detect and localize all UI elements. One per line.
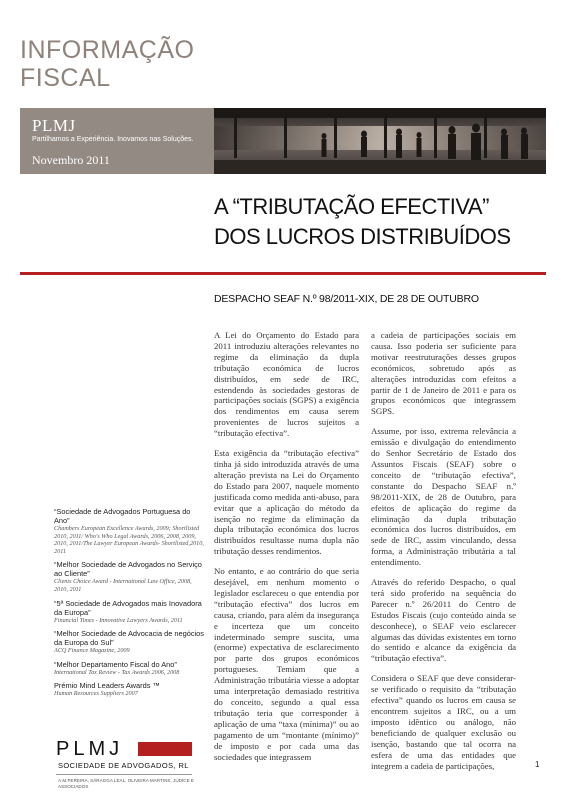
article-column-2 bbox=[371, 330, 516, 780]
paragraph: Considera o SEAF que deve considerar-se verificado o requisito da “tributação efectiva” quando os lucros em causa se encontrem sujeitos a IRC, ou a um imposto idêntico ou análogo, não beneficiando de qualquer exclusão ou isenção, bastando que tal ocorra na esfera de uma das entidades que integrem a cadeia de participações, bbox=[371, 673, 516, 771]
publication-title-line2: FISCAL bbox=[20, 64, 111, 92]
logo-subtitle: SOCIEDADE DE ADVOGADOS, RL bbox=[58, 761, 189, 770]
paragraph: A Lei do Orçamento do Estado para 2011 introduziu alterações relevantes no regime da eliminação da dupla tributação económica de lucros distribuídos, em sede de IRC, estendendo às sociedades gestoras de participações sociais (SGPS) a exigência dos rendimentos em causa serem provenientes de lucros sujeitos a “tributação efectiva”. bbox=[214, 330, 359, 439]
paragraph: Assume, por isso, extrema relevância a emissão e divulgação do entendimento do Senhor Secretário de Estado dos Assuntos Fiscais (SEAF) sobre o conceito de “tributação efectiva”, constante do Despacho SEAF n.º 98/2011-XIX, de 28 de Outubro, para efeitos de aplicação do regime da eliminação da dupla tributação económica dos lucros distribuídos, em sede de IRC, assim vinculando, dessa forma, a Administração tributária a tal entendimento. bbox=[371, 426, 516, 568]
paragraph: No entanto, e ao contrário do que seria desejável, em nenhum momento o legislador esclareceu o que entendia por “tributação efectiva” dos lucros em causa, criando, para além da insegurança e incerteza que um conceito indeterminado sempre suscita, uma (enorme) expectativa de esclarecimento por parte dos grupos económicos portugueses. Temiam que a Administração tributária viesse a adoptar uma interpretação demasiado restritiva do conceito, segundo a qual essa tributação teria que corresponder à aplicação de uma “taxa (mínima)” ou ao pagamento de um “montante (mínimo)” de imposto e por cada uma das sociedades que integrassem bbox=[214, 566, 359, 762]
band-text-panel bbox=[20, 108, 210, 174]
paragraph: Esta exigência da “tributação efectiva” tinha já sido introduzida através de uma alteração prevista na Lei do Orçamento do Estado para 2007, naquele momento justificada como medida anti-abuso, para evitar que a aplicação do método da isenção no regime da eliminação da dupla tributação económica dos lucros distribuídos resultasse numa dupla não tributação desses rendimentos. bbox=[214, 448, 359, 557]
award-source: Financial Times - Innovative Lawyers Awards, 2011 bbox=[54, 616, 183, 624]
award-source: Human Resources Suppliers 2007 bbox=[54, 690, 138, 698]
article-title-line2: DOS LUCROS DISTRIBUÍDOS bbox=[214, 224, 511, 249]
band-tagline: Partilhamos a Experiência. Inovamos nas Soluções. bbox=[32, 136, 194, 143]
award-title: “Sociedade de Advogados Portuguesa do Ano” bbox=[54, 507, 191, 525]
award-source: ACQ Finance Magazine, 2009 bbox=[54, 647, 130, 655]
award-source: Chambers European Excellence Awards, 2009; Shortlisted 2010, 2011/ Who's Who Legal Awards, 2006, 2008, 2009, 2010, 2011/The Lawyer European Awards- Shortlisted,2010, 2011 bbox=[54, 525, 204, 555]
logo-wordmark: PLMJ bbox=[56, 738, 124, 760]
page-number: 1 bbox=[535, 760, 540, 769]
award-item bbox=[54, 629, 204, 655]
award-title: Prémio Mind Leaders Awards ™ bbox=[54, 681, 160, 691]
award-title: “Melhor Sociedade de Advogados no Serviço ao Cliente” bbox=[54, 560, 202, 579]
award-source: Clients Choice Award - International Law Office, 2008, 2010, 2011 bbox=[54, 578, 192, 593]
award-title: “Melhor Departamento Fiscal do Ano” bbox=[54, 659, 177, 669]
logo-divider bbox=[56, 774, 192, 775]
band-firm-name: PLMJ bbox=[32, 116, 76, 135]
award-item bbox=[54, 507, 204, 555]
award-title: “5ª Sociedade de Advogados mais Inovadora da Europa” bbox=[54, 598, 202, 617]
title-divider bbox=[20, 272, 546, 275]
publication-title bbox=[20, 36, 220, 92]
article-subtitle: DESPACHO SEAF N.º 98/2011-XIX, DE 28 DE OUTUBRO bbox=[214, 293, 479, 305]
article-title-line1: A “TRIBUTAÇÃO EFECTIVA” bbox=[214, 194, 489, 219]
award-source: International Tax Review - Tax Awards 2006, 2008 bbox=[54, 668, 180, 676]
paragraph: a cadeia de participações sociais em causa. Isso poderia ser suficiente para motivar reestruturações desses grupos económicos, sobretudo após as alterações introduzidas com efeitos a partir de 1 de Janeiro de 2011 e para os grupos económicos que integrassem SGPS. bbox=[371, 330, 516, 417]
article-column-1 bbox=[214, 330, 359, 771]
paragraph: Através do referido Despacho, o qual terá sido proferido na sequência do Parecer n.º 26/2011 do Centro de Estudos Fiscais (cujo conteúdo ainda se desconhece), o SEAF veio esclarecer algumas das dúvidas existentes em torno do sentido e alcance da exigência da “tributação efectiva”. bbox=[371, 577, 516, 664]
header-band bbox=[20, 108, 546, 174]
article-title bbox=[214, 192, 511, 252]
awards-list bbox=[54, 507, 204, 703]
award-item bbox=[54, 560, 204, 593]
award-item bbox=[54, 660, 204, 677]
header-photo bbox=[214, 108, 546, 174]
logo-partners: A.M.PEREIRA, SÁRAGGA LEAL, OLIVEIRA MARTINS, JÚDICE E ASSOCIADOS bbox=[58, 778, 194, 789]
award-item bbox=[54, 599, 204, 625]
logo-red-bar bbox=[138, 742, 192, 756]
issue-date: Novembro 2011 bbox=[32, 153, 110, 167]
publication-title-line1: INFORMAÇÃO bbox=[20, 36, 195, 64]
award-title: “Melhor Sociedade de Advocacia de negócios da Europa do Sul” bbox=[54, 629, 204, 648]
award-item bbox=[54, 681, 204, 698]
